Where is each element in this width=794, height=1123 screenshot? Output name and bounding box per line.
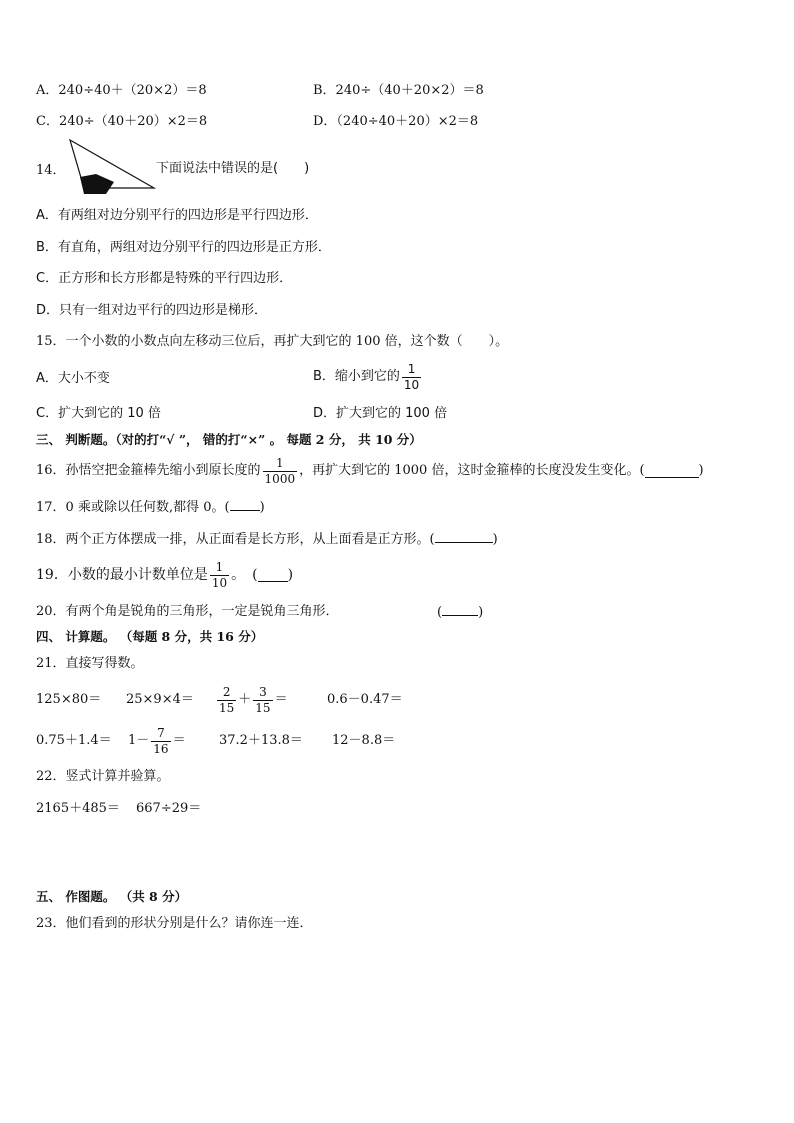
q17-text: 17．0 乘或除以任何数,都得 0。( (36, 500, 230, 515)
q19-text-end: 。 ( (231, 567, 258, 583)
section-3-title: 三、 判断题。（对的打“√ ”， 错的打“×” 。 每题 2 分， 共 10 分） (36, 432, 422, 447)
q20-answer (437, 603, 483, 622)
calc-item: 0.6－0.47＝ (327, 692, 403, 707)
q15-option-b-label: B．缩小到它的 (313, 369, 400, 384)
calc-item: 25×9×4＝ (126, 692, 194, 707)
q19-answer-blank[interactable] (258, 569, 288, 582)
q15-option-d: D．扩大到它的 100 倍 (313, 406, 448, 421)
q14-option-d: D．只有一组对边平行的四边形是梯形． (36, 303, 268, 318)
q14-option-a: A．有两组对边分别平行的四边形是平行四边形． (36, 208, 318, 223)
calc-prefix: 1－ (128, 733, 150, 748)
paren-close: ) (478, 605, 484, 620)
equals-sign: ＝ (274, 692, 288, 707)
equals-sign: ＝ (172, 733, 186, 748)
q14-option-c: C．正方形和长方形都是特殊的平行四边形． (36, 271, 293, 286)
calc-item: 125×80＝ (36, 692, 102, 707)
q20 (36, 603, 339, 621)
calc-item: 37.2＋13.8＝ (219, 733, 303, 748)
q16-text-end: ，再扩大到它的 1000 倍，这时金箍棒的长度没发生变化。( (299, 463, 645, 478)
q17-answer-blank[interactable] (230, 498, 260, 511)
q21-stem: 21．直接写得数。 (36, 656, 144, 671)
q13-option-b: B．240÷（40＋20×2）＝8 (313, 83, 484, 98)
q15-stem: 15．一个小数的小数点向左移动三位后，再扩大到它的 100 倍，这个数（ ）。 (36, 334, 509, 349)
calc-item: 12－8.8＝ (332, 733, 396, 748)
q17 (36, 498, 265, 517)
calc-item (128, 721, 186, 761)
fraction: $\frac{1}{10}$ (403, 361, 420, 392)
q18 (36, 530, 498, 549)
fraction: $\frac{1}{1000}$ (264, 455, 296, 486)
fraction: $\frac{7}{16}$ (153, 725, 169, 756)
fraction: $\frac{3}{15}$ (255, 684, 271, 715)
q19 (36, 555, 293, 595)
q13-option-a: A．240÷40＋（20×2）＝8 (36, 83, 207, 98)
calc-item: 667÷29＝ (136, 801, 202, 816)
q16 (36, 450, 704, 492)
paren-close: ) (492, 532, 498, 547)
paren-open: ( (437, 605, 443, 620)
q13-option-c: C．240÷（40＋20）×2＝8 (36, 114, 208, 129)
q15-option-c: C．扩大到它的 10 倍 (36, 406, 161, 421)
q18-text: 18．两个正方体摆成一排，从正面看是长方形，从上面看是正方形。( (36, 532, 435, 547)
q22-stem: 22．竖式计算并验算。 (36, 769, 170, 784)
q20-answer-blank[interactable] (442, 603, 478, 616)
calc-item (215, 680, 288, 720)
q18-answer-blank[interactable] (435, 530, 493, 543)
q14-option-b: B．有直角，两组对边分别平行的四边形是正方形． (36, 240, 331, 255)
section-5-title: 五、 作图题。 （共 8 分） (36, 889, 188, 904)
q16-text-start: 16．孙悟空把金箍棒先缩小到原长度的 (36, 463, 261, 478)
q19-text-start: 19．小数的最小计数单位是 (36, 567, 208, 583)
paren-close: ) (287, 567, 294, 583)
q23-stem: 23．他们看到的形状分别是什么？请你连一连． (36, 916, 313, 931)
plus-sign: ＋ (238, 692, 252, 707)
q13-option-d: D．（240÷40＋20）×2＝8 (313, 114, 479, 129)
q16-answer-blank[interactable] (645, 465, 699, 478)
q14-number: 14． (36, 163, 66, 178)
q20-text: 20．有两个角是锐角的三角形，一定是锐角三角形． (36, 604, 339, 619)
calc-item: 0.75＋1.4＝ (36, 733, 112, 748)
paren-close: ) (698, 463, 704, 478)
set-square-ruler-image (66, 136, 158, 198)
q15-option-a: A．大小不变 (36, 371, 110, 386)
fraction: $\frac{1}{10}$ (211, 559, 228, 590)
paren-close: ) (259, 500, 265, 515)
section-4-title: 四、 计算题。 （每题 8 分，共 16 分） (36, 629, 264, 644)
calc-item: 2165＋485＝ (36, 801, 120, 816)
fraction: $\frac{2}{15}$ (219, 684, 235, 715)
q15-option-b (313, 357, 423, 397)
q14-stem: 下面说法中错误的是( ) (156, 161, 310, 176)
